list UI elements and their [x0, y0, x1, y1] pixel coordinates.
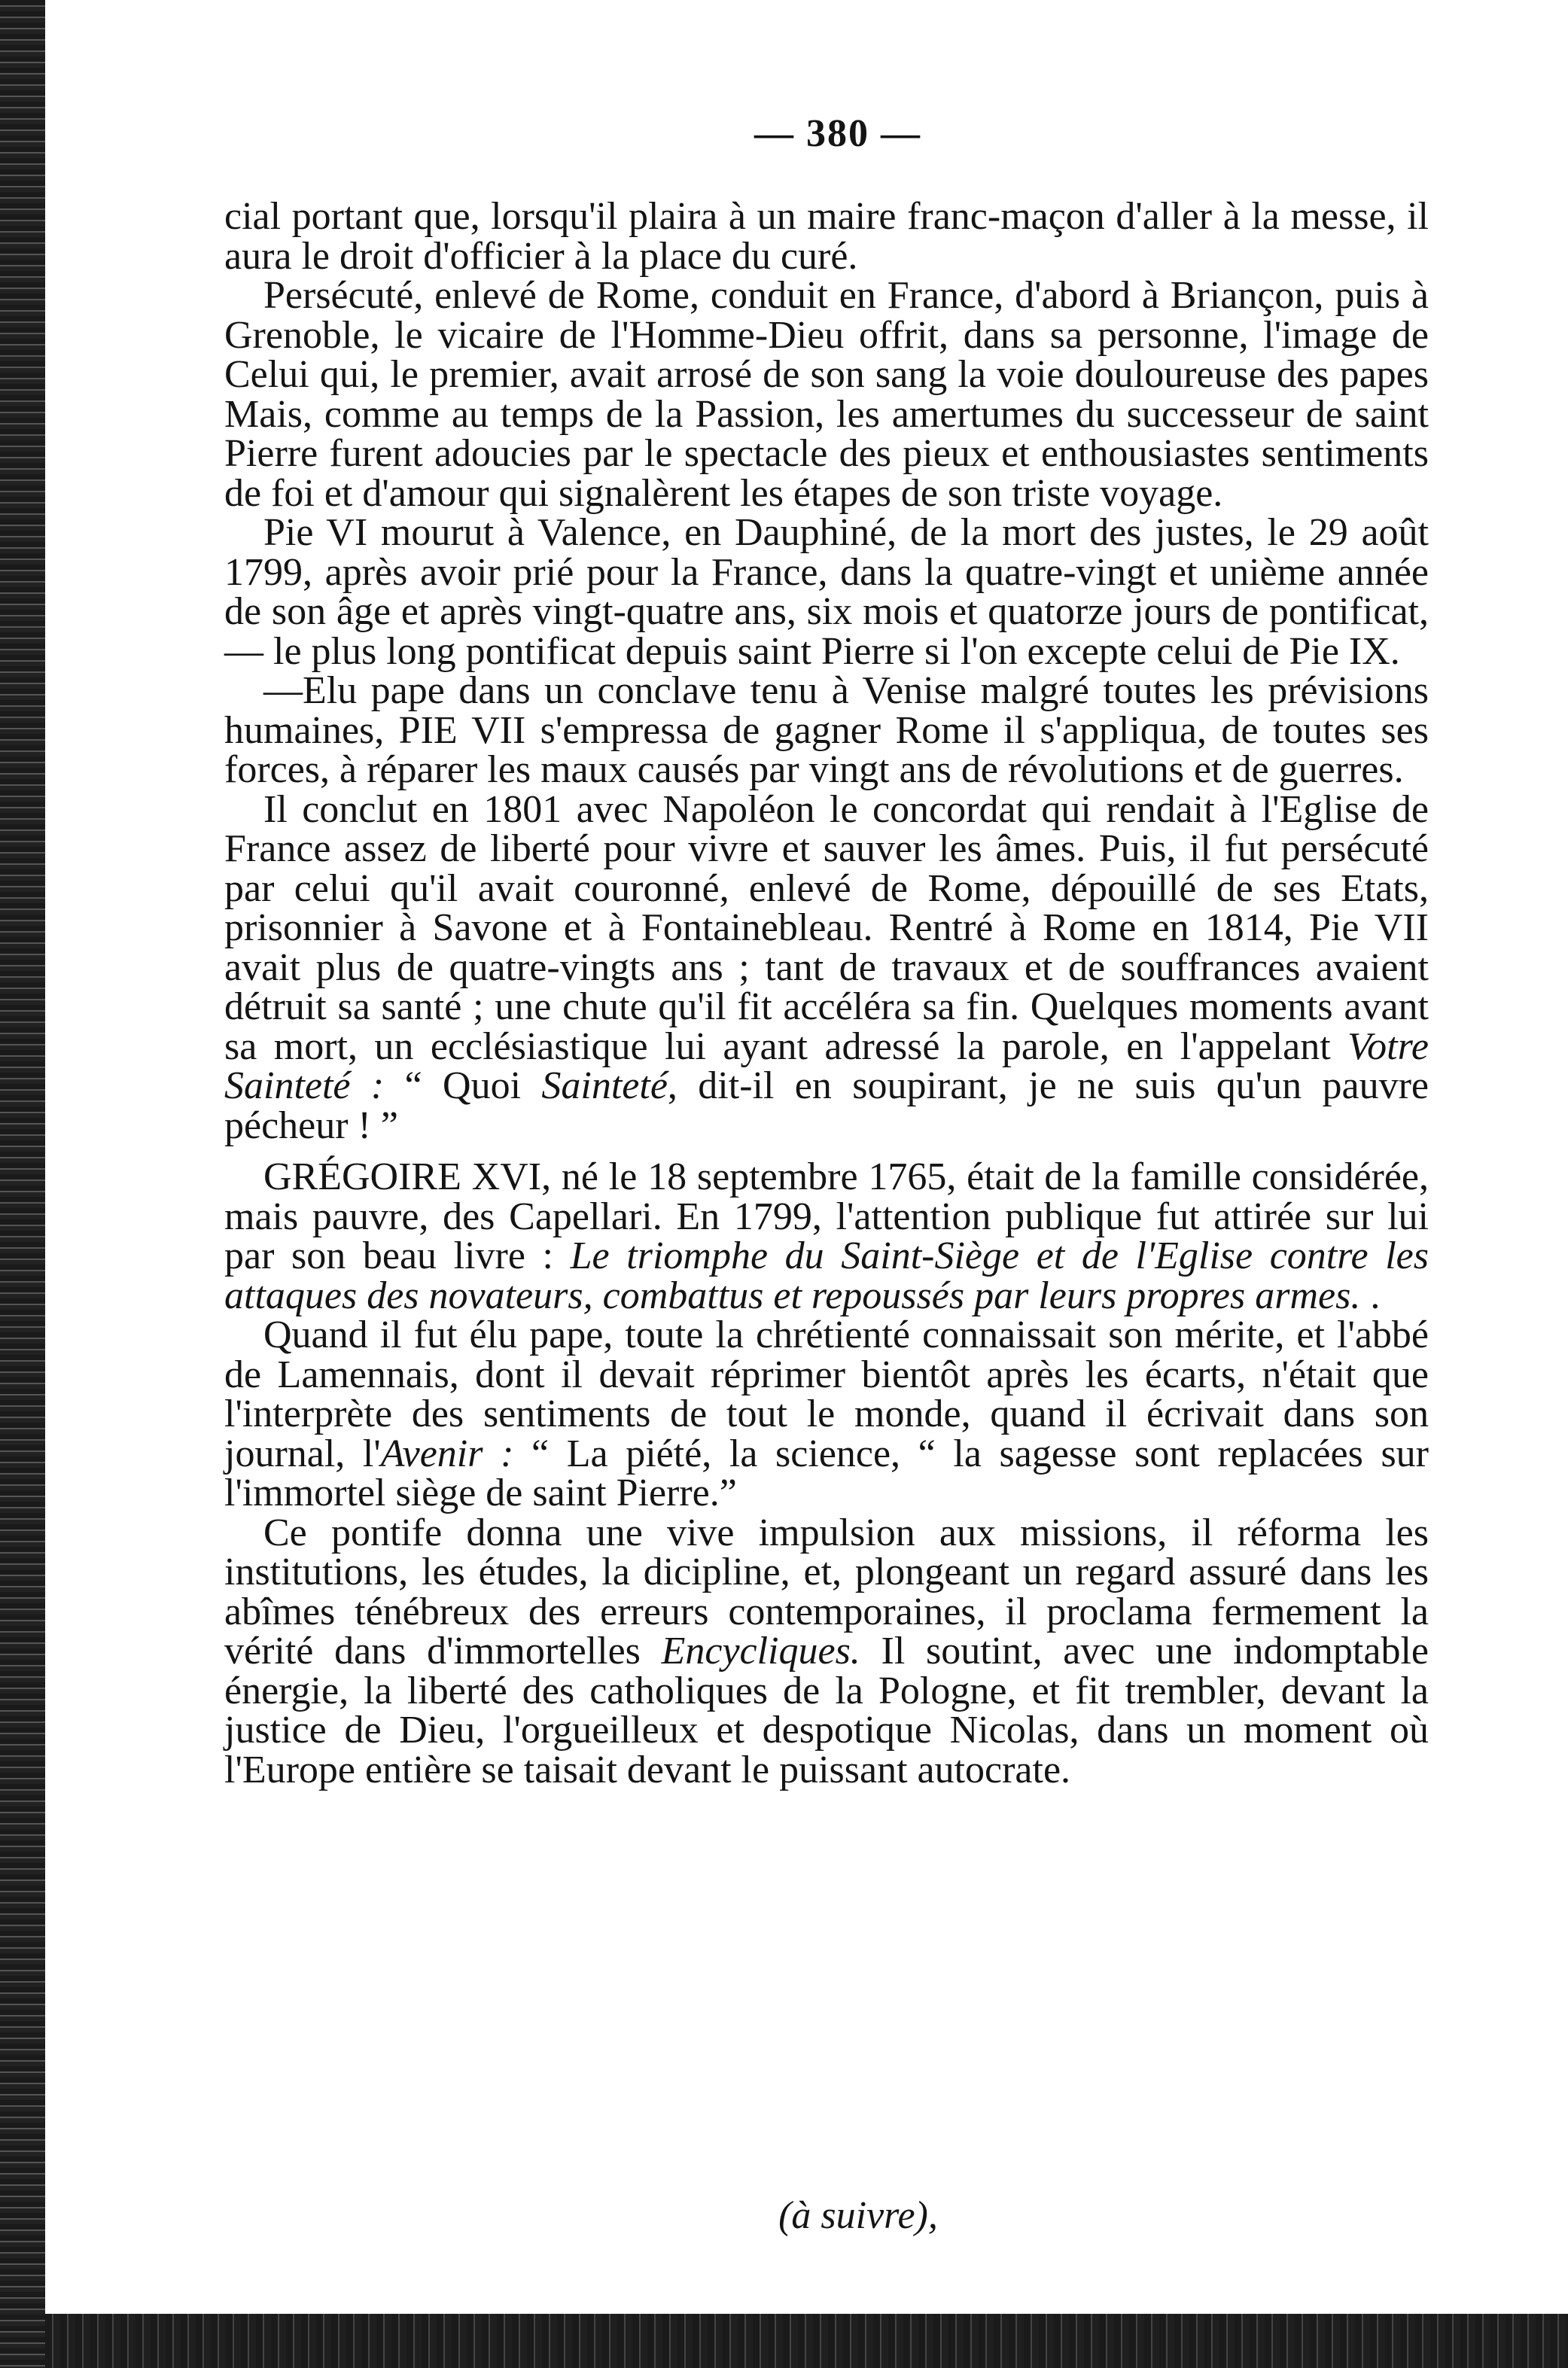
text-run: “ Quoi	[384, 1064, 542, 1107]
text-run: Quand il fut élu pape, toute la chrétienté connaissait son mérite, et l'abbé de Lamennais, dont il devait réprimer bientôt après les écarts, n'était que l'interprète des sentiments de tout le monde, quand il écrivait dans son journal, l'	[224, 1313, 1429, 1475]
italic-run: Avenir :	[380, 1432, 514, 1475]
paragraph-1	[224, 197, 1429, 276]
text-run: “ La piété, la science, “ la sagesse sont replacées sur l'immortel siège de saint Pierre.”	[224, 1432, 1429, 1514]
text-run: , dit-il en soupirant, je ne suis qu'un pauvre pécheur ! ”	[224, 1064, 1429, 1147]
paragraph-8	[224, 1511, 1429, 1791]
text-run: Il soutint, avec une indomptable énergie, la liberté des catholiques de la Pologne, et fit trembler, devant la justice de Dieu, l'orgueilleux et despotique Nicolas, dans un moment où l'Europe entière se taisait devant le puissant autocrate.	[224, 1630, 1429, 1791]
paragraph-7	[224, 1313, 1429, 1514]
scan-bottom-edge	[45, 2314, 1568, 2368]
page-number: — 380 —	[754, 112, 921, 155]
italic-run: Encycliques.	[661, 1630, 860, 1673]
text-run: Pie VI mourut à Valence, en Dauphiné, de la mort des justes, le 29 août 1799, après avoir prié pour la France, dans la quatre-vingt et unième année de son âge et après vingt-quatre ans, six mois et quatorze jours de pontificat, — le plus long pontificat depuis saint Pierre si l'on excepte celui de Pie IX.	[224, 511, 1429, 673]
scan-binding-edge	[0, 0, 45, 2368]
text-run: Ce pontife donna une vive impulsion aux missions, il réforma les institutions, les études, la dicipline, et, plongeant un regard assuré dans les abîmes ténébreux des erreurs contemporaines, il proclama fermement la vérité dans d'immortelles	[224, 1511, 1429, 1673]
text-run: Il conclut en 1801 avec Napoléon le concordat qui rendait à l'Eglise de France assez de liberté pour vivre et sauver les âmes. Puis, il fut persécuté par celui qu'il avait couronné, enlevé de Rome, dépouillé de ses Etats, prisonnier à Savone et à Fontainebleau. Rentré à Rome en 1814, Pie VII avait plus de quatre-vingts ans ; tant de travaux et de souffrances avaient détruit sa santé ; une chute qu'il fit accéléra sa fin. Quelques moments avant sa mort, un ecclésiastique lui ayant adressé la parole, en l'appelant	[224, 787, 1429, 1068]
text-run: Persécuté, enlevé de Rome, conduit en France, d'abord à Briançon, puis à Grenoble, le vicaire de l'Homme-Dieu offrit, dans sa personne, l'image de Celui qui, le premier, avait arrosé de son sang la voie douloureuse des papes Mais, comme au temps de la Passion, les amertumes du successeur de saint Pierre furent adoucies par le spectacle des pieux et enthousiastes sentiments de foi et d'amour qui signalèrent les étapes de son triste voyage.	[224, 274, 1429, 515]
paragraph-2	[224, 276, 1429, 513]
italic-run: Le triomphe du Saint-Siège et de l'Eglise contre les attaques des novateurs, combattus et repoussés par leurs propres armes.	[224, 1234, 1429, 1317]
paragraph-4	[224, 671, 1429, 790]
text-run: GRÉGOIRE XVI, né le 18 septembre 1765, était de la famille considérée, mais pauvre, des Capellari. En 1799, l'attention publique fut attirée sur lui par son beau livre :	[224, 1155, 1429, 1277]
italic-run: Sainteté	[541, 1064, 668, 1107]
italic-run: Votre Sainteté :	[224, 1024, 1429, 1107]
paragraph-5	[224, 787, 1429, 1147]
text-run: cial portant que, lorsqu'il plaira à un maire franc-maçon d'aller à la messe, il aura le droit d'officier à la place du curé.	[224, 195, 1429, 278]
paragraph-6	[224, 1155, 1429, 1317]
continuation-note: (à suivre),	[778, 2194, 938, 2237]
body-text	[224, 197, 1429, 1790]
text-run: —Elu pape dans un conclave tenu à Venise malgré toutes les prévisions humaines, PIE VII s'empressa de gagner Rome il s'appliqua, de toutes ses forces, à réparer les maux causés par vingt ans de révolutions et de guerres.	[224, 669, 1429, 791]
text-run: .	[1360, 1274, 1381, 1317]
paragraph-3	[224, 513, 1429, 671]
